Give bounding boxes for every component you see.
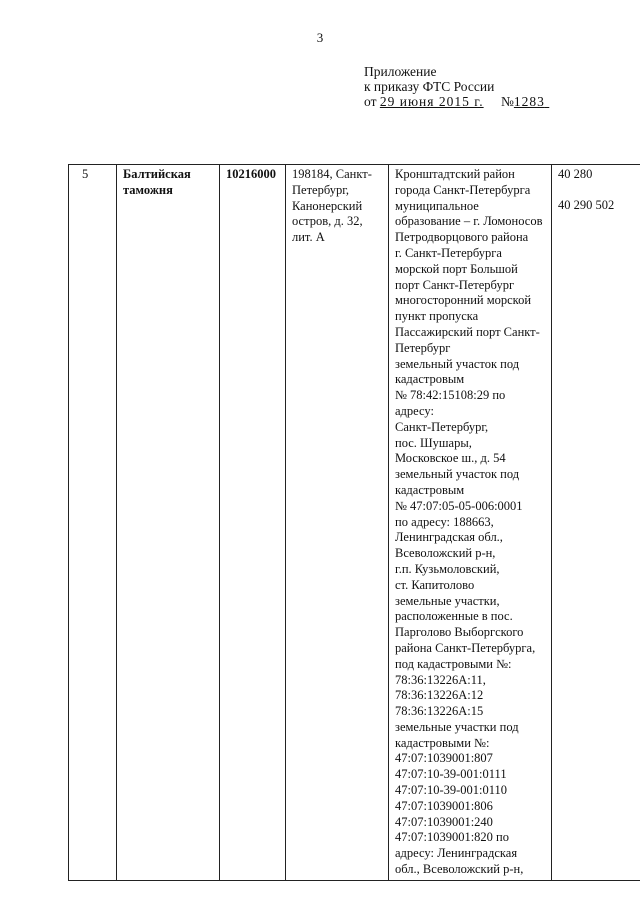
place-line: № 78:42:15108:29 по bbox=[395, 388, 506, 403]
place-line: расположенные в пос. bbox=[395, 609, 513, 624]
place-line: 47:07:1039001:820 по bbox=[395, 830, 509, 845]
customs-code: 10216000 bbox=[220, 165, 286, 881]
place-line: 47:07:1039001:240 bbox=[395, 814, 493, 829]
place-line: кадастровыми №: bbox=[395, 735, 490, 750]
page-number: 3 bbox=[316, 30, 324, 45]
place-line: Петербург bbox=[395, 340, 451, 355]
customs-name-line: Балтийская bbox=[123, 167, 191, 181]
place-line: ст. Капитолово bbox=[395, 577, 475, 592]
place-line: г.п. Кузьмоловский, bbox=[395, 561, 500, 576]
place-line: № 47:07:05-05-006:0001 bbox=[395, 498, 523, 513]
place-line: кадастровым bbox=[395, 372, 465, 387]
place-line: Ленинградская обл., bbox=[395, 530, 503, 545]
place-line: адресу: Ленинградская bbox=[395, 846, 518, 861]
address-line: Петербург, bbox=[292, 182, 350, 197]
place-line: Петродворцового района bbox=[395, 230, 529, 245]
place-line: адресу: bbox=[395, 403, 434, 418]
place-line: по адресу: 188663, bbox=[395, 514, 494, 529]
place-line: земельные участки под bbox=[395, 719, 519, 734]
place-line: 78:36:13226А:15 bbox=[395, 704, 484, 719]
address-line: лит. А bbox=[292, 230, 325, 245]
place-line: Пассажирский порт Санкт- bbox=[395, 324, 540, 339]
okato-code: 40 290 502 bbox=[558, 197, 615, 212]
place-line: района Санкт-Петербурга, bbox=[395, 640, 536, 655]
address-line: 198184, Санкт- bbox=[292, 167, 372, 181]
place-line: 47:07:10-39-001:0110 bbox=[395, 783, 508, 798]
appendix-title: Приложение bbox=[364, 64, 437, 79]
place-line: обл., Всеволожский р-н, bbox=[395, 862, 524, 877]
place-line: кадастровым bbox=[395, 482, 465, 497]
place-line: 47:07:1039001:806 bbox=[395, 798, 493, 813]
place-line: 47:07:1039001:807 bbox=[395, 751, 493, 766]
row-number: 5 bbox=[69, 165, 117, 881]
spacer bbox=[558, 183, 640, 198]
appendix-header bbox=[364, 64, 569, 109]
order-date-number bbox=[364, 94, 569, 109]
place-line: муниципальное bbox=[395, 198, 479, 213]
place-line: земельные участки, bbox=[395, 593, 500, 608]
number-label: № bbox=[501, 94, 514, 109]
address-line: Канонерский bbox=[292, 198, 363, 213]
place-line: морской порт Большой bbox=[395, 261, 518, 276]
place-line: пос. Шушары, bbox=[395, 435, 472, 450]
place-line: образование – г. Ломоносов bbox=[395, 214, 543, 229]
place-line: под кадастровыми №: bbox=[395, 656, 512, 671]
table-row bbox=[69, 165, 640, 881]
customs-name bbox=[117, 165, 220, 881]
place-line: города Санкт-Петербурга bbox=[395, 182, 531, 197]
place-line: 78:36:13226А:11, bbox=[395, 672, 486, 687]
place-line: Всеволожский р-н, bbox=[395, 546, 496, 561]
order-date: 29 июня 2015 г. bbox=[379, 94, 484, 109]
place-line: Кронштадтский район bbox=[395, 167, 515, 181]
place-line: порт Санкт-Петербург bbox=[395, 277, 515, 292]
address-line: остров, д. 32, bbox=[292, 214, 363, 229]
place-line: 47:07:10-39-001:0111 bbox=[395, 767, 507, 782]
place-line: Парголово Выборгского bbox=[395, 625, 524, 640]
customs-table bbox=[68, 164, 640, 881]
okato-codes bbox=[552, 165, 640, 881]
place-line: Санкт-Петербург, bbox=[395, 419, 489, 434]
order-reference: к приказу ФТС России bbox=[364, 79, 495, 94]
place-line: г. Санкт-Петербурга bbox=[395, 245, 502, 260]
place-line: многосторонний морской bbox=[395, 293, 532, 308]
order-number: 1283 bbox=[513, 94, 545, 109]
place-line: Московское ш., д. 54 bbox=[395, 451, 506, 466]
place-line: пункт пропуска bbox=[395, 309, 479, 324]
places-list bbox=[389, 165, 552, 881]
customs-name-line: таможня bbox=[123, 182, 173, 197]
date-prefix: от bbox=[364, 94, 377, 109]
okato-code: 40 280 bbox=[558, 167, 593, 181]
customs-address bbox=[286, 165, 389, 881]
place-line: земельный участок под bbox=[395, 467, 520, 482]
place-line: 78:36:13226А:12 bbox=[395, 688, 484, 703]
place-line: земельный участок под bbox=[395, 356, 520, 371]
